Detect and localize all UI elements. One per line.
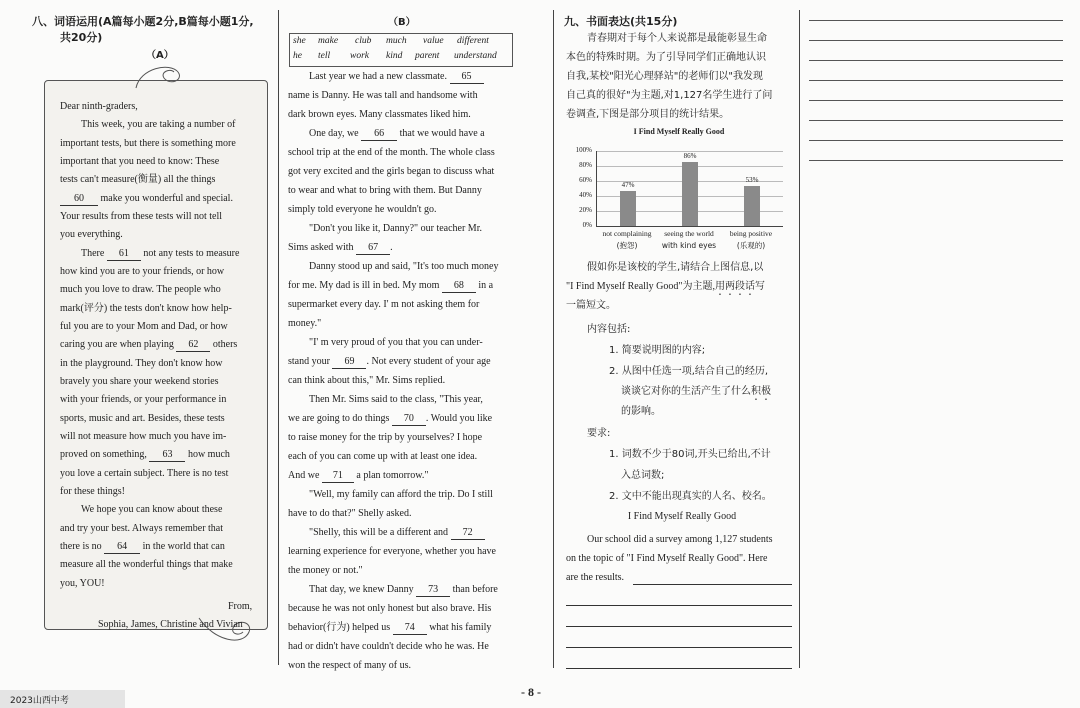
writing-line[interactable] (633, 584, 792, 585)
chart-y-tick-label: 80% (579, 161, 592, 169)
passage-line: stand your 69 . Not every student of your age (288, 356, 491, 367)
part-b-label: （B） (388, 17, 416, 28)
letter-line: We hope you can know about these (81, 504, 223, 515)
column-divider (553, 10, 554, 668)
letter-line: with your friends, or your performance in (60, 394, 227, 405)
passage-line: can think about this," Mr. Sims replied. (288, 375, 446, 386)
letter-line: and try your best. Always remember that (60, 523, 224, 534)
essay-title: I Find Myself Really Good (627, 511, 737, 522)
chart-x-tick-label: being positive (乐观的) (729, 229, 773, 250)
blank-70[interactable]: 70 (392, 413, 426, 426)
letter-line: for these things! (60, 486, 125, 497)
letter-line: mark(评分) the tests don't know how help- (60, 303, 232, 314)
word-option: tell (318, 51, 331, 61)
word-option: kind (386, 51, 403, 61)
intro-line: 自我,某校"阳光心理驿站"的老师们以"我发现 (566, 71, 763, 82)
blank-60[interactable]: 60 (60, 193, 98, 206)
writing-line[interactable] (809, 40, 1063, 41)
word-option: value (423, 36, 444, 46)
passage-line: we are going to do things 70 . Would you like (288, 413, 493, 424)
passage-line: That day, we knew Danny 73 than before (309, 584, 498, 595)
requirement-item: 2. 文中不能出现真实的人名、校名。 (609, 491, 772, 502)
passage-line: "Well, my family can afford the trip. Do I still (309, 489, 493, 500)
passage-line: won the respect of many of us. (288, 660, 412, 671)
chart-y-tick-label: 0% (582, 221, 592, 229)
letter-line: you love a certain subject. There is no test (60, 468, 229, 479)
passage-line: Then Mr. Sims said to the class, "This year, (309, 394, 483, 405)
task-line: "I Find Myself Really Good"为主题,用两段话写 (566, 281, 765, 292)
letter-line: ful you are to your Mom and Dad, or how (60, 321, 228, 332)
column-divider (278, 10, 279, 665)
word-box (289, 33, 513, 67)
blank-64[interactable]: 64 (104, 541, 140, 554)
passage-line: because he was not only honest but also brave. His (288, 603, 492, 614)
chart-title: I Find Myself Really Good (633, 127, 725, 136)
chart-x-tick-label: seeing the world with kind eyes (661, 229, 717, 250)
chart-value-label: 86% (683, 151, 697, 160)
chart-y-tick-label: 100% (575, 146, 592, 154)
passage-line: behavior(行为) helped us 74 what his family (288, 622, 492, 633)
letter-line: you everything. (60, 229, 123, 240)
passage-line: for me. My dad is ill in bed. My mom 68 in a (288, 280, 494, 291)
passage-line: supermarket every day. I' m not asking them for (288, 299, 480, 310)
passage-line: Danny stood up and said, "It's too much money (309, 261, 499, 272)
passage-line: And we 71 a plan tomorrow." (288, 470, 429, 481)
chart-x-tick-label: not complaining (抱怨) (602, 229, 652, 250)
letter-line: important that you need to know: These (60, 156, 220, 167)
intro-line: 自己真的很好"为主题,对1,127名学生进行了问 (566, 90, 773, 101)
intro-line: 本色的特殊时期。为了引导同学们正确地认识 (566, 52, 766, 63)
letter-line: sports, music and art. Besides, these tests (60, 413, 225, 424)
task-line: 一篇短文。 (566, 300, 616, 311)
blank-71[interactable]: 71 (322, 470, 354, 483)
column-divider (799, 10, 800, 668)
passage-line: each of you can come up with at least one idea. (288, 451, 478, 462)
writing-line[interactable] (566, 668, 792, 669)
letter-line: much you love to draw. The people who (60, 284, 221, 295)
passage-line: to raise money for the trip by yourselves? I hope (288, 432, 483, 443)
blank-61[interactable]: 61 (107, 248, 141, 261)
writing-line[interactable] (809, 60, 1063, 61)
requirements-label: 要求: (587, 428, 611, 439)
intro-line: 青春期对于每个人来说都是最能彰显生命 (587, 33, 767, 44)
section-8-title: 八、词语运用(A篇每小题2分,B篇每小题1分, (32, 15, 254, 28)
requirement-item: 1. 词数不少于80词,开头已给出,不计 (609, 449, 771, 460)
word-option: club (355, 36, 372, 46)
letter-line: measure all the wonderful things that make (60, 559, 233, 570)
word-option: different (457, 36, 489, 46)
passage-line: the money or not." (288, 565, 363, 576)
content-label: 内容包括: (587, 324, 631, 335)
section-8-title-cont: 共20分) (60, 31, 103, 44)
blank-72[interactable]: 72 (451, 527, 485, 540)
passage-line: simply told everyone he wouldn't go. (288, 204, 437, 215)
writing-line[interactable] (566, 647, 792, 648)
passage-line: money." (288, 318, 322, 329)
letter-line: in the playground. They don't know how (60, 358, 223, 369)
letter-line: There 61 not any tests to measure (81, 248, 240, 259)
writing-line[interactable] (809, 140, 1063, 141)
blank-65[interactable]: 65 (450, 71, 484, 84)
essay-line: Our school did a survey among 1,127 students (587, 534, 773, 545)
blank-66[interactable]: 66 (361, 128, 397, 141)
content-item: 的影响。 (621, 406, 661, 417)
blank-74[interactable]: 74 (393, 622, 427, 635)
word-option: understand (454, 51, 497, 61)
word-option: much (386, 36, 407, 46)
word-option: make (318, 36, 339, 46)
word-option: he (293, 51, 302, 61)
intro-line: 卷调查,下图是部分项目的统计结果。 (566, 109, 730, 120)
content-item: 2. 从图中任选一项,结合自己的经历, (609, 366, 769, 377)
chart-value-label: 53% (745, 176, 759, 185)
writing-line[interactable] (566, 605, 792, 606)
writing-line[interactable] (809, 160, 1063, 161)
letter-line: Your results from these tests will not tell (60, 211, 223, 222)
writing-line[interactable] (809, 20, 1063, 21)
passage-line: dark brown eyes. Many classmates liked him. (288, 109, 471, 120)
writing-line[interactable] (809, 120, 1063, 121)
chart-y-tick-label: 40% (579, 191, 592, 199)
task-line: 假如你是该校的学生,请结合上图信息,以 (587, 262, 764, 273)
blank-63[interactable]: 63 (149, 449, 185, 462)
letter-from: From, (228, 601, 253, 612)
chart-value-label: 47% (621, 180, 635, 189)
blank-69[interactable]: 69 (332, 356, 366, 369)
letter-line: will not measure how much you have im- (60, 431, 227, 442)
letter-line: how kind you are to your friends, or how (60, 266, 225, 277)
writing-line[interactable] (809, 80, 1063, 81)
section-9-title: 九、书面表达(共15分) (564, 15, 678, 28)
chart-x-axis (596, 228, 782, 254)
letter-signers: Sophia, James, Christine and Vivian (98, 619, 243, 630)
letter-line: there is no 64 in the world that can (60, 541, 225, 552)
letter-line: you, YOU! (60, 578, 105, 589)
part-a-label: （A） (146, 50, 174, 61)
blank-73[interactable]: 73 (416, 584, 450, 597)
letter-line: 60 make you wonderful and special. (60, 190, 233, 208)
survey-chart (566, 122, 792, 254)
passage-line: "Don't you like it, Danny?" our teacher Mr. (309, 223, 482, 234)
passage-line: Last year we had a new classmate. 65 (309, 68, 484, 86)
letter-greeting: Dear ninth-graders, (60, 101, 138, 112)
chart-y-tick-label: 60% (579, 176, 592, 184)
writing-line[interactable] (566, 626, 792, 627)
passage-line: have to do that?" Shelly asked. (288, 508, 412, 519)
blank-67[interactable]: 67 (356, 242, 390, 255)
passage-line: learning experience for everyone, whether you have (288, 546, 496, 557)
content-item: 1. 简要说明图的内容; (609, 345, 706, 356)
letter-line: This week, you are taking a number of (81, 119, 236, 130)
requirement-item: 入总词数; (621, 470, 665, 481)
passage-line: One day, we 66 that we would have a (309, 128, 485, 139)
chart-y-tick-label: 20% (579, 206, 592, 214)
passage-line: to wear and what to bring with them. But Danny (288, 185, 482, 196)
word-option: she (293, 36, 306, 46)
passage-line: "Shelly, this will be a different and 72 (309, 524, 485, 542)
page-number: - 8 - (521, 685, 541, 699)
blank-68[interactable]: 68 (442, 280, 476, 293)
chart-bar (682, 162, 698, 227)
chart-bar (620, 191, 636, 226)
chart-plot-area (596, 151, 783, 227)
blank-62[interactable]: 62 (176, 339, 210, 352)
passage-line: school trip at the end of the month. The whole class (288, 147, 495, 158)
passage-line: got very excited and the girls began to discuss what (288, 166, 495, 177)
word-option: parent (415, 51, 440, 61)
letter-line: important tests, but there is something more (60, 138, 236, 149)
passage-line: Sims asked with 67 . (288, 242, 393, 253)
content-item: 谈谈它对你的生活产生了什么积极 (621, 386, 771, 397)
footer-source: 2023山西中考 (10, 696, 69, 706)
essay-line: on the topic of "I Find Myself Really Good". Here (566, 553, 768, 564)
passage-line: "I' m very proud of you that you can under- (309, 337, 483, 348)
letter-line: tests can't measure(衡量) all the things (60, 174, 216, 185)
word-option: work (350, 51, 369, 61)
passage-line: name is Danny. He was tall and handsome with (288, 90, 478, 101)
chart-bar (744, 186, 760, 226)
footer-source-tag (0, 690, 125, 708)
writing-line[interactable] (809, 100, 1063, 101)
letter-line: bravely you share your weekend stories (60, 376, 219, 387)
letter-line: proved on something, 63 how much (60, 449, 230, 460)
passage-line: had or didn't have couldn't decide who he was. He (288, 641, 489, 652)
scroll-curl-top (130, 58, 190, 92)
essay-line: are the results. (566, 572, 625, 583)
letter-line: caring you are when playing 62 others (60, 339, 238, 350)
